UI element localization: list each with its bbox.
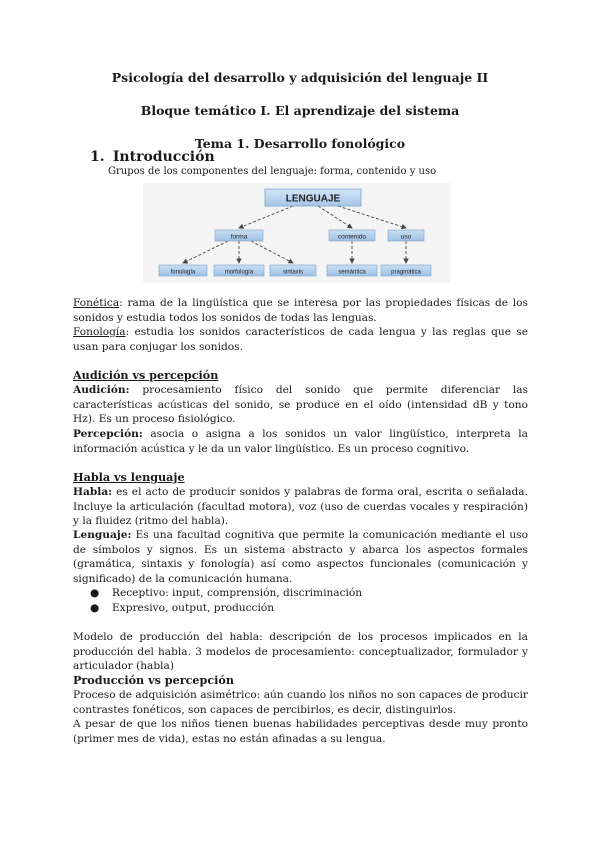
- lenguaje-paragraph: [73, 528, 528, 586]
- fonetica-paragraph: [73, 296, 528, 325]
- diagram-label-forma: forma: [230, 233, 248, 241]
- audicion-text: procesamiento físico del sonido que permite diferenciar las características acústicas del sonido, se produce en el oído (intensidad dB y tono Hz). Es un proceso fisiológico.: [73, 384, 528, 425]
- fonologia-term: Fonología: [73, 326, 126, 338]
- percepcion-text: asocia o asigna a los sonidos un valor lingüístico, interpreta la información acústica y le da un valor lingüístico. Es un proceso cognitivo.: [73, 428, 528, 455]
- intro-text: Grupos de los componentes del lenguaje: forma, contenido y uso: [108, 166, 437, 177]
- bullet-item: [90, 601, 274, 616]
- section-heading-introduccion: [90, 149, 215, 165]
- block-title: Bloque temático I. El aprendizaje del sistema: [140, 103, 460, 118]
- bullet-item: [90, 586, 362, 601]
- section-number: 1.: [90, 149, 105, 165]
- diagram-label-fonologia: fonología: [170, 269, 196, 276]
- audicion-term: Audición:: [73, 384, 130, 396]
- percepcion-paragraph: [73, 427, 528, 456]
- audicion-heading: Audición vs percepción: [73, 368, 219, 382]
- diagram-root-label: LENGUAJE: [285, 193, 341, 205]
- habla-paragraph: [73, 485, 528, 529]
- habla-heading: Habla vs lenguaje: [73, 470, 185, 484]
- percepcion-term: Percepción:: [73, 428, 143, 440]
- produccion-paragraph-2: A pesar de que los niños tienen buenas habilidades perceptivas desde muy pronto (primer mes de vida), estas no están afinadas a su lengua.: [73, 718, 528, 745]
- lenguaje-term: Lenguaje:: [73, 529, 132, 541]
- section-heading-text: Introducción: [112, 149, 215, 165]
- bullet-text: Receptivo: input, comprensión, discriminación: [112, 587, 363, 599]
- produccion-paragraph-1: Proceso de adquisición asimétrico: aún cuando los niños no son capaces de producir contrastes fonéticos, son capaces de percibirlos, es decir, distinguirlos.: [73, 689, 528, 716]
- fonetica-text: : rama de la lingüística que se interesa por las propiedades físicas de los sonidos y estudia todos los sonidos de todas las lenguas.: [73, 297, 528, 324]
- fonologia-text: : estudia los sonidos característicos de cada lengua y las reglas que se usan para conjugar los sonidos.: [73, 326, 528, 353]
- diagram-label-semantica: semántica: [338, 269, 366, 276]
- habla-text: es el acto de producir sonidos y palabras de forma oral, escrita o señalada. Incluye la articulación (facultad motora), voz (uso de cuerdas vocales y respiración) y la fluidez (ritmo del habla).: [73, 486, 528, 527]
- fonetica-term: Fonética: [73, 297, 120, 309]
- topic-title: Tema 1. Desarrollo fonológico: [194, 136, 406, 151]
- produccion-heading: Producción vs percepción: [73, 673, 235, 687]
- bullet-text: Expresivo, output, producción: [112, 602, 275, 614]
- audicion-paragraph: [73, 383, 528, 427]
- diagram-label-morfologia: morfología: [224, 269, 254, 276]
- diagram-label-uso: uso: [400, 233, 412, 241]
- fonologia-paragraph: [73, 325, 528, 354]
- habla-term: Habla:: [73, 486, 113, 498]
- bullet-icon: ●: [90, 602, 100, 614]
- bullet-icon: ●: [90, 587, 100, 599]
- lenguaje-text: Es una facultad cognitiva que permite la comunicación mediante el uso de símbolos y signos. Es un sistema abstracto y abarca los aspectos formales (gramática, sintaxis y fonología) así como aspectos funcionales (comunicación y significado) de la comunicación humana.: [73, 529, 528, 585]
- document-title: Psicología del desarrollo y adquisición del lenguaje II: [111, 70, 489, 85]
- diagram-label-pragmatica: pragmática: [391, 269, 421, 276]
- language-components-diagram: [143, 183, 451, 283]
- diagram-label-contenido: contenido: [337, 233, 367, 241]
- modelo-paragraph: Modelo de producción del habla: descripción de los procesos implicados en la producción del habla. 3 modelos de procesamiento: conceptualizador, formulador y articulador (habla): [73, 631, 528, 672]
- diagram-label-sintaxis: sintaxis: [282, 269, 304, 276]
